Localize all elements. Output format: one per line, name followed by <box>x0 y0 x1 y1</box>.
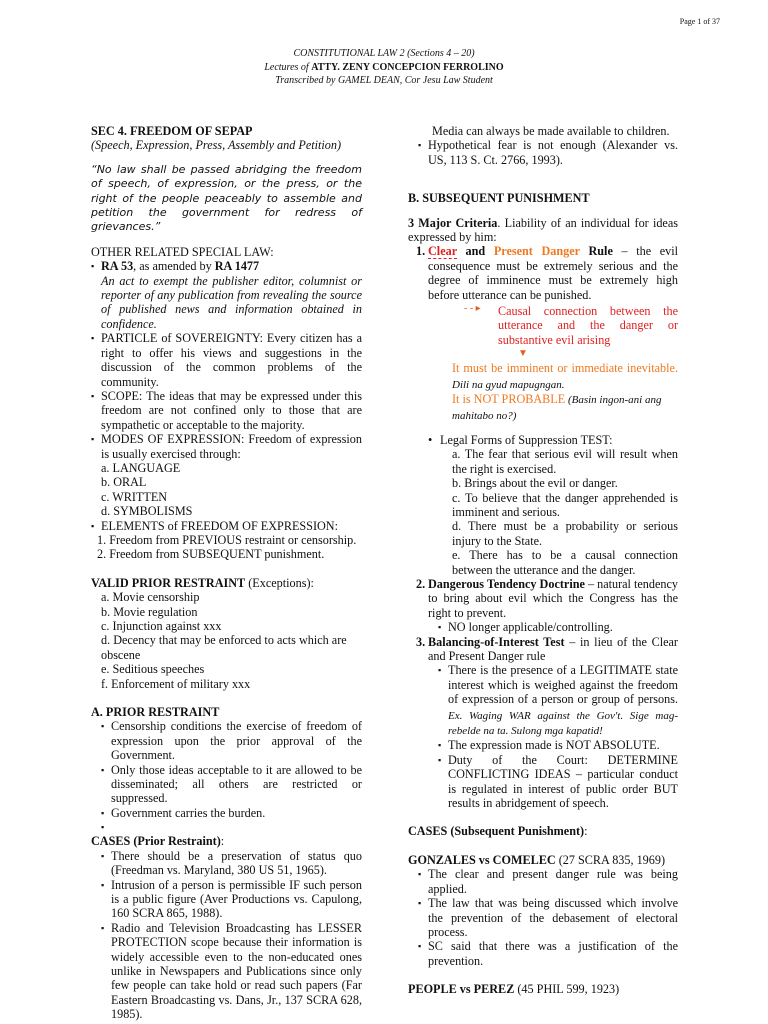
related-law-title: OTHER RELATED SPECIAL LAW: <box>91 244 274 259</box>
legal-forms-title: • Legal Forms of Suppression TEST: <box>428 432 613 447</box>
media-text: Media can always be made available to children. <box>432 124 670 138</box>
scope-item: ▪ SCOPE: The ideas that may be expressed under this freedom are not confined only to those that are sympathetic or acceptable to the majority. <box>91 389 362 432</box>
document-header <box>0 47 768 88</box>
legal-forms-item: b. Brings about the evil or danger. <box>452 476 618 491</box>
valid-list-item: f. Enforcement of military xxx <box>101 676 251 691</box>
cases-prior-bullet: ▪ Intrusion of a person is permissible IF such person is a public figure (Aver Productions vs. Capulong, 160 SCRA 865, 1988). <box>101 878 362 921</box>
dash-arrow-icon: - - ▸ <box>464 303 481 315</box>
page-number: Page 1 of 37 <box>679 17 720 26</box>
legal-forms-item: d. There must be a probability or serious injury to the State. <box>452 519 678 548</box>
section-subtitle: (Speech, Expression, Press, Assembly and Petition) <box>91 138 342 153</box>
ra53-item: ▪ RA 53, as amended by RA 1477 <box>91 259 362 273</box>
gonzales-bullet: ▪ The law that was being discussed which involve the prevention of the debasement of electoral process. <box>418 896 678 939</box>
legal-forms-item: a. The fear that serious evil will result when the right is exercised. <box>452 447 678 476</box>
hypothetical-fear-item: ▪ Hypothetical fear is not enough (Alexander vs. US, 113 S. Ct. 2766, 1993). <box>418 138 678 167</box>
people-perez-title: PEOPLE vs PEREZ (45 PHIL 599, 1923) <box>408 982 620 997</box>
valid-list-item: c. Injunction against xxx <box>101 619 222 633</box>
criterion-2: 2. Dangerous Tendency Doctrine – natural tendency to bring about evil which the Congress has the right to prevent. <box>416 576 678 620</box>
not-probable-note: It is NOT PROBABLE (Basin ingon-ani ang mahitabo no?) <box>452 392 662 422</box>
criterion-2-bullet: ▪ NO longer applicable/controlling. <box>438 620 678 634</box>
cases-subsequent-title: CASES (Subsequent Punishment): <box>408 824 588 839</box>
valid-list-item: d. Decency that may be enforced to acts which are obscene <box>101 633 347 662</box>
modes-list-item: a. LANGUAGE <box>101 460 181 475</box>
valid-list-item: a. Movie censorship <box>101 590 200 605</box>
ra53-description: An act to exempt the publisher editor, columnist or reporter of any publication from revealing the source of published news and information obtained in confidence. <box>101 273 362 331</box>
down-arrow <box>408 347 678 361</box>
valid-list-item: e. Seditious speeches <box>101 662 205 677</box>
prior-restraint-bullet <box>101 820 362 834</box>
modes-list-item: d. SYMBOLISMS <box>101 504 193 519</box>
gonzales-bullet: ▪ The clear and present danger rule was being applied. <box>418 867 678 896</box>
criterion-3-bullet: ▪ There is the presence of a LEGITIMATE state interest which is weighed against the freedom of expression of a person or group of persons. Ex. Waging WAR against the Gov't. Sige mag-rebelde na ta. Sulong mga kapatid! <box>438 663 678 738</box>
causal-connection-note: Causal connection between the utterance and the danger or substantive evil arising <box>498 304 678 347</box>
valid-prior-restraint-title: VALID PRIOR RESTRAINT (Exceptions): <box>91 575 314 590</box>
gonzales-bullet: ▪ SC said that there was a justification of the prevention. <box>418 939 678 968</box>
criterion-1: 1. Clear and Present Danger Rule – the evil consequence must be extremely serious and the degree of imminence must be extremely high before utterance can be punished. <box>416 244 679 302</box>
elements-list-item: 2. Freedom from SUBSEQUENT punishment. <box>97 547 325 562</box>
header-lecturer: Lectures of ATTY. ZENY CONCEPCION FERROLINO <box>264 61 504 73</box>
valid-list-item: b. Movie regulation <box>101 604 198 619</box>
modes-item: ▪ MODES OF EXPRESSION: Freedom of expression is usually exercised through: <box>91 432 362 461</box>
down-arrow-icon: ▼ <box>518 348 528 360</box>
subsequent-punishment-title: B. SUBSEQUENT PUNISHMENT <box>408 191 590 206</box>
major-criteria-intro: 3 Major Criteria. Liability of an individual for ideas expressed by him: <box>408 215 678 245</box>
modes-list-item: c. WRITTEN <box>101 489 168 504</box>
bullet-dot-icon: • <box>428 432 433 447</box>
criterion-3-bullet: ▪ The expression made is NOT ABSOLUTE. <box>438 738 678 752</box>
cases-prior-bullet: ▪ There should be a preservation of status quo (Freedman vs. Maryland, 380 US 51, 1965). <box>101 849 362 878</box>
left-column <box>91 124 362 1022</box>
cases-prior-title: CASES (Prior Restraint): <box>91 834 225 849</box>
prior-restraint-bullet: ▪ Government carries the burden. <box>101 806 362 820</box>
particle-item: ▪ PARTICLE of SOVEREIGNTY: Every citizen has a right to offer his views and suggestions in the discussion of the common problems of the community. <box>91 331 362 389</box>
imminent-note: It must be imminent or immediate inevitable. Dili na gyud mapugngan. <box>452 361 678 391</box>
criterion-3-bullet: ▪ Duty of the Court: DETERMINE CONFLICTING IDEAS – particular conduct is regulated in interest of public order BUT results in abridgement of speech. <box>438 753 678 811</box>
elements-item: ▪ ELEMENTS of FREEDOM OF EXPRESSION: <box>91 519 362 533</box>
header-transcriber: Transcribed by GAMEL DEAN, Cor Jesu Law Student <box>275 75 493 86</box>
prior-restraint-bullet: ▪ Only those ideas acceptable to it are allowed to be disseminated; all others are restricted or suppressed. <box>101 763 362 806</box>
elements-list-item: 1. Freedom from PREVIOUS restraint or censorship. <box>97 532 357 547</box>
header-course: CONSTITUTIONAL LAW 2 (Sections 4 – 20) <box>293 48 475 59</box>
constitutional-quote: “No law shall be passed abridging the freedom of speech, of expression, or the press, or the right of the people peaceably to assemble and petition the government for redress of grievances.” <box>91 162 362 234</box>
cases-prior-bullet: ▪ Radio and Television Broadcasting has LESSER PROTECTION scope because their information is widely accessible even to the non-educated ones unlike in Newspapers and Publications since only few people can take hold or read such papers (Far Eastern Broadcasting vs. Dans, Jr., 137 SCRA 628, 1985). <box>101 921 362 1022</box>
right-column <box>408 124 678 997</box>
gonzales-case-title: GONZALES vs COMELEC (27 SCRA 835, 1969) <box>408 852 666 867</box>
criterion-3: 3. Balancing-of-Interest Test – in lieu of the Clear and Present Danger rule <box>416 634 678 663</box>
section-title: SEC 4. FREEDOM OF SEPAP <box>91 124 253 138</box>
legal-forms-item: e. There has to be a causal connection between the utterance and the danger. <box>452 548 678 577</box>
modes-list-item: b. ORAL <box>101 475 147 490</box>
causal-annotation <box>464 303 678 347</box>
legal-forms-item: c. To believe that the danger apprehended is imminent and serious. <box>452 490 678 519</box>
prior-restraint-title: A. PRIOR RESTRAINT <box>91 705 220 720</box>
prior-restraint-bullet: ▪ Censorship conditions the exercise of freedom of expression upon the prior approval of the Government. <box>101 719 362 762</box>
